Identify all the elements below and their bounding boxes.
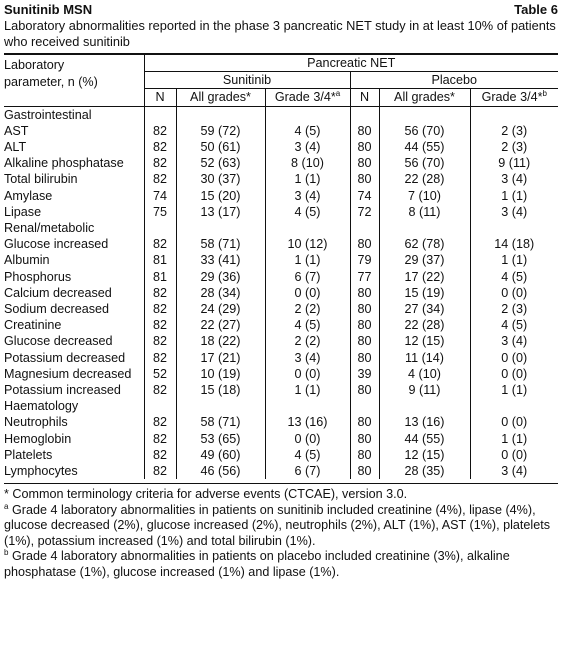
sunitinib-n-cell: 52 [144,366,176,382]
placebo-n-cell: 80 [350,301,379,317]
table-row [4,155,558,171]
parameter-name: Calcium decreased [4,285,144,301]
table-row [4,463,558,479]
section-empty-cell [176,106,265,123]
table-body [4,106,558,479]
placebo-all-grades-cell: 62 (78) [379,236,470,252]
sunitinib-all-grades-cell: 58 (71) [176,236,265,252]
sunitinib-all-grades-cell: 15 (18) [176,382,265,398]
sunitinib-n-cell: 74 [144,188,176,204]
sunitinib-grade34-cell: 4 (5) [265,447,350,463]
placebo-all-grades-header: All grades* [379,89,470,106]
placebo-n-cell: 80 [350,171,379,187]
param-header-line2: parameter, n (%) [4,75,98,89]
footnote-a-text: Grade 4 laboratory abnormalities in patients on sunitinib included creatinine (4%), lipase (4%), glucose decreased (2%), glucose increased (2%), neutrophils (2%), ALT (1%), AST (1%), platelets (1%), potassium increased (1%) and total bilirubin (1%). [4,502,550,548]
placebo-n-cell: 80 [350,155,379,171]
sunitinib-grade34-cell: 0 (0) [265,285,350,301]
parameter-name: Creatinine [4,317,144,333]
placebo-n-cell: 80 [350,285,379,301]
footnote-a [4,503,558,550]
parameter-name: Phosphorus [4,269,144,285]
placebo-grade34-cell: 0 (0) [501,366,528,381]
table-row [4,382,558,398]
placebo-all-grades-cell: 12 (15) [379,447,470,463]
sunitinib-n-cell: 82 [144,333,176,349]
placebo-all-grades-cell: 44 (55) [379,139,470,155]
sunitinib-all-grades-cell: 17 (21) [176,350,265,366]
sunitinib-all-grades-cell: 49 (60) [176,447,265,463]
sunitinib-n-cell: 82 [144,382,176,398]
arm-sunitinib-header: Sunitinib [144,72,350,89]
sunitinib-grade34-cell: 10 (12) [265,236,350,252]
placebo-all-grades-cell: 7 (10) [379,188,470,204]
placebo-grade34-cell: 1 (1) [501,188,528,203]
parameter-name: Neutrophils [4,414,144,430]
parameter-name: Glucose decreased [4,333,144,349]
placebo-all-grades-cell: 12 (15) [379,333,470,349]
parameter-name: ALT [4,139,144,155]
lab-abnormalities-table [4,53,558,479]
section-header-row [4,398,558,414]
placebo-grade34-cell: 1 (1) [501,431,528,446]
parameter-name: Hemoglobin [4,431,144,447]
placebo-n-cell: 39 [350,366,379,382]
sunitinib-all-grades-header: All grades* [176,89,265,106]
table-row [4,350,558,366]
sunitinib-grade34-cell: 1 (1) [265,171,350,187]
table-row [4,139,558,155]
sunitinib-n-cell: 75 [144,204,176,220]
section-empty-cell [350,220,379,236]
placebo-all-grades-cell: 56 (70) [379,123,470,139]
sunitinib-grade34-cell: 1 (1) [265,252,350,268]
section-empty-cell [350,398,379,414]
table-caption: Laboratory abnormalities reported in the phase 3 pancreatic NET study in at least 10% of patients who received sunitinib [4,18,556,49]
placebo-all-grades-cell: 15 (19) [379,285,470,301]
placebo-n-cell: 80 [350,350,379,366]
section-empty-cell [144,106,176,123]
sunitinib-n-cell: 82 [144,447,176,463]
footnote-b-mark: b [4,548,9,558]
sunitinib-n-cell: 81 [144,252,176,268]
placebo-grade34-cell: 3 (4) [501,204,528,219]
placebo-grade34-cell: 2 (3) [501,140,528,155]
parameter-name: Albumin [4,252,144,268]
placebo-grade34-cell: 3 (4) [501,334,528,349]
param-header-line1: Laboratory [4,58,65,72]
footnote-b [4,549,558,580]
sunitinib-grade34-label: Grade 3/4* [274,90,336,105]
placebo-n-header: N [350,89,379,106]
sunitinib-grade34-cell: 0 (0) [265,366,350,382]
placebo-n-cell: 80 [350,382,379,398]
table-row [4,333,558,349]
section-name: Renal/metabolic [4,220,144,236]
footnote-b-marker: b [542,89,547,99]
placebo-n-cell: 80 [350,431,379,447]
placebo-all-grades-cell: 9 (11) [379,382,470,398]
sunitinib-grade34-cell: 2 (2) [265,333,350,349]
section-empty-cell [379,220,470,236]
placebo-n-cell: 74 [350,188,379,204]
section-empty-cell [144,398,176,414]
placebo-grade34-header [470,89,558,106]
sunitinib-all-grades-cell: 59 (72) [176,123,265,139]
sunitinib-all-grades-cell: 28 (34) [176,285,265,301]
table-row [4,123,558,139]
footnote-star: * Common terminology criteria for adverse events (CTCAE), version 3.0. [4,487,408,502]
sunitinib-grade34-cell: 13 (16) [265,414,350,430]
sunitinib-all-grades-cell: 50 (61) [176,139,265,155]
parameter-name: Lymphocytes [4,463,144,479]
table-row [4,252,558,268]
sunitinib-grade34-cell: 8 (10) [265,155,350,171]
table-row [4,414,558,430]
section-empty-cell [470,220,558,236]
document-title: Sunitinib MSN [4,2,93,17]
sunitinib-n-cell: 82 [144,155,176,171]
placebo-n-cell: 80 [350,447,379,463]
placebo-n-cell: 80 [350,333,379,349]
sunitinib-all-grades-cell: 22 (27) [176,317,265,333]
group-header: Pancreatic NET [144,54,558,72]
placebo-grade34-cell: 2 (3) [501,302,528,317]
placebo-n-cell: 80 [350,463,379,479]
parameter-name: AST [4,123,144,139]
table-row [4,171,558,187]
footnotes [4,483,558,580]
sunitinib-all-grades-cell: 24 (29) [176,301,265,317]
table-row [4,447,558,463]
placebo-grade34-cell: 0 (0) [501,415,528,430]
placebo-grade34-cell: 4 (5) [501,269,528,284]
sunitinib-n-cell: 81 [144,269,176,285]
placebo-all-grades-cell: 17 (22) [379,269,470,285]
arm-placebo-header: Placebo [350,72,558,89]
section-empty-cell [379,398,470,414]
table-row [4,204,558,220]
sunitinib-n-cell: 82 [144,139,176,155]
table-row [4,366,558,382]
sunitinib-all-grades-cell: 10 (19) [176,366,265,382]
placebo-all-grades-cell: 22 (28) [379,171,470,187]
placebo-grade34-cell: 3 (4) [501,172,528,187]
table-row [4,301,558,317]
placebo-grade34-cell: 1 (1) [501,253,528,268]
placebo-n-cell: 80 [350,139,379,155]
placebo-n-cell: 79 [350,252,379,268]
sunitinib-grade34-cell: 6 (7) [265,269,350,285]
param-column-header [4,54,144,106]
sunitinib-all-grades-cell: 33 (41) [176,252,265,268]
section-header-row [4,220,558,236]
placebo-n-cell: 80 [350,123,379,139]
sunitinib-all-grades-cell: 15 (20) [176,188,265,204]
placebo-n-cell: 80 [350,414,379,430]
placebo-all-grades-cell: 4 (10) [379,366,470,382]
placebo-all-grades-cell: 8 (11) [379,204,470,220]
sunitinib-all-grades-cell: 52 (63) [176,155,265,171]
parameter-name: Potassium increased [4,382,144,398]
section-empty-cell [176,398,265,414]
parameter-name: Potassium decreased [4,350,144,366]
placebo-all-grades-cell: 13 (16) [379,414,470,430]
sunitinib-grade34-cell: 1 (1) [265,382,350,398]
parameter-name: Sodium decreased [4,301,144,317]
sunitinib-grade34-cell: 2 (2) [265,301,350,317]
sunitinib-grade34-header [265,89,350,106]
sunitinib-n-cell: 82 [144,171,176,187]
placebo-n-cell: 77 [350,269,379,285]
section-empty-cell [265,106,350,123]
sunitinib-all-grades-cell: 13 (17) [176,204,265,220]
table-row [4,236,558,252]
parameter-name: Amylase [4,188,144,204]
footnote-a-mark: a [4,501,9,511]
table-row [4,269,558,285]
sunitinib-grade34-cell: 3 (4) [265,139,350,155]
section-empty-cell [265,220,350,236]
placebo-all-grades-cell: 28 (35) [379,463,470,479]
parameter-name: Lipase [4,204,144,220]
parameter-name: Glucose increased [4,236,144,252]
parameter-name: Total bilirubin [4,171,144,187]
header-row-group [4,54,558,72]
sunitinib-all-grades-cell: 18 (22) [176,333,265,349]
placebo-n-cell: 80 [350,317,379,333]
section-empty-cell [470,106,558,123]
table-row [4,431,558,447]
parameter-name: Alkaline phosphatase [4,155,144,171]
footnote-a-marker: a [335,89,341,99]
section-header-row [4,106,558,123]
placebo-all-grades-cell: 22 (28) [379,317,470,333]
sunitinib-grade34-cell: 4 (5) [265,317,350,333]
sunitinib-n-cell: 82 [144,463,176,479]
placebo-n-cell: 72 [350,204,379,220]
placebo-grade34-cell: 14 (18) [494,237,535,252]
sunitinib-all-grades-cell: 29 (36) [176,269,265,285]
table-row [4,285,558,301]
placebo-all-grades-cell: 29 (37) [379,252,470,268]
placebo-grade34-cell: 0 (0) [501,350,528,365]
sunitinib-n-cell: 82 [144,414,176,430]
placebo-grade34-cell: 9 (11) [498,156,531,171]
placebo-n-cell: 80 [350,236,379,252]
sunitinib-n-cell: 82 [144,285,176,301]
sunitinib-grade34-cell: 3 (4) [265,188,350,204]
placebo-grade34-cell: 0 (0) [501,447,528,462]
section-name: Haematology [4,398,144,414]
table-number: Table 6 [514,2,558,17]
sunitinib-n-header: N [144,89,176,106]
footnote-b-text: Grade 4 laboratory abnormalities in patients on placebo included creatinine (3%), alkaline phosphatase (1%), glucose increased (1%) and lipase (1%). [4,549,510,579]
parameter-name: Magnesium decreased [4,366,144,382]
placebo-all-grades-cell: 56 (70) [379,155,470,171]
sunitinib-grade34-cell: 4 (5) [265,123,350,139]
sunitinib-grade34-cell: 0 (0) [265,431,350,447]
sunitinib-all-grades-cell: 53 (65) [176,431,265,447]
section-empty-cell [265,398,350,414]
placebo-all-grades-cell: 11 (14) [379,350,470,366]
title-row [4,2,558,18]
sunitinib-n-cell: 82 [144,350,176,366]
placebo-grade34-cell: 4 (5) [501,318,528,333]
placebo-grade34-cell: 0 (0) [501,285,528,300]
section-empty-cell [144,220,176,236]
section-empty-cell [350,106,379,123]
section-empty-cell [176,220,265,236]
section-name: Gastrointestinal [4,106,144,123]
placebo-grade34-cell: 1 (1) [501,383,528,398]
sunitinib-n-cell: 82 [144,236,176,252]
placebo-grade34-cell: 3 (4) [501,464,528,479]
placebo-all-grades-cell: 27 (34) [379,301,470,317]
section-empty-cell [379,106,470,123]
table-row [4,188,558,204]
sunitinib-all-grades-cell: 46 (56) [176,463,265,479]
sunitinib-n-cell: 82 [144,123,176,139]
parameter-name: Platelets [4,447,144,463]
sunitinib-grade34-cell: 6 (7) [265,463,350,479]
sunitinib-n-cell: 82 [144,317,176,333]
sunitinib-n-cell: 82 [144,301,176,317]
placebo-grade34-label: Grade 3/4* [481,90,543,105]
sunitinib-all-grades-cell: 30 (37) [176,171,265,187]
placebo-grade34-cell: 2 (3) [501,123,528,138]
sunitinib-grade34-cell: 3 (4) [265,350,350,366]
table-row [4,317,558,333]
sunitinib-grade34-cell: 4 (5) [265,204,350,220]
placebo-all-grades-cell: 44 (55) [379,431,470,447]
section-empty-cell [470,398,558,414]
sunitinib-n-cell: 82 [144,431,176,447]
sunitinib-all-grades-cell: 58 (71) [176,414,265,430]
